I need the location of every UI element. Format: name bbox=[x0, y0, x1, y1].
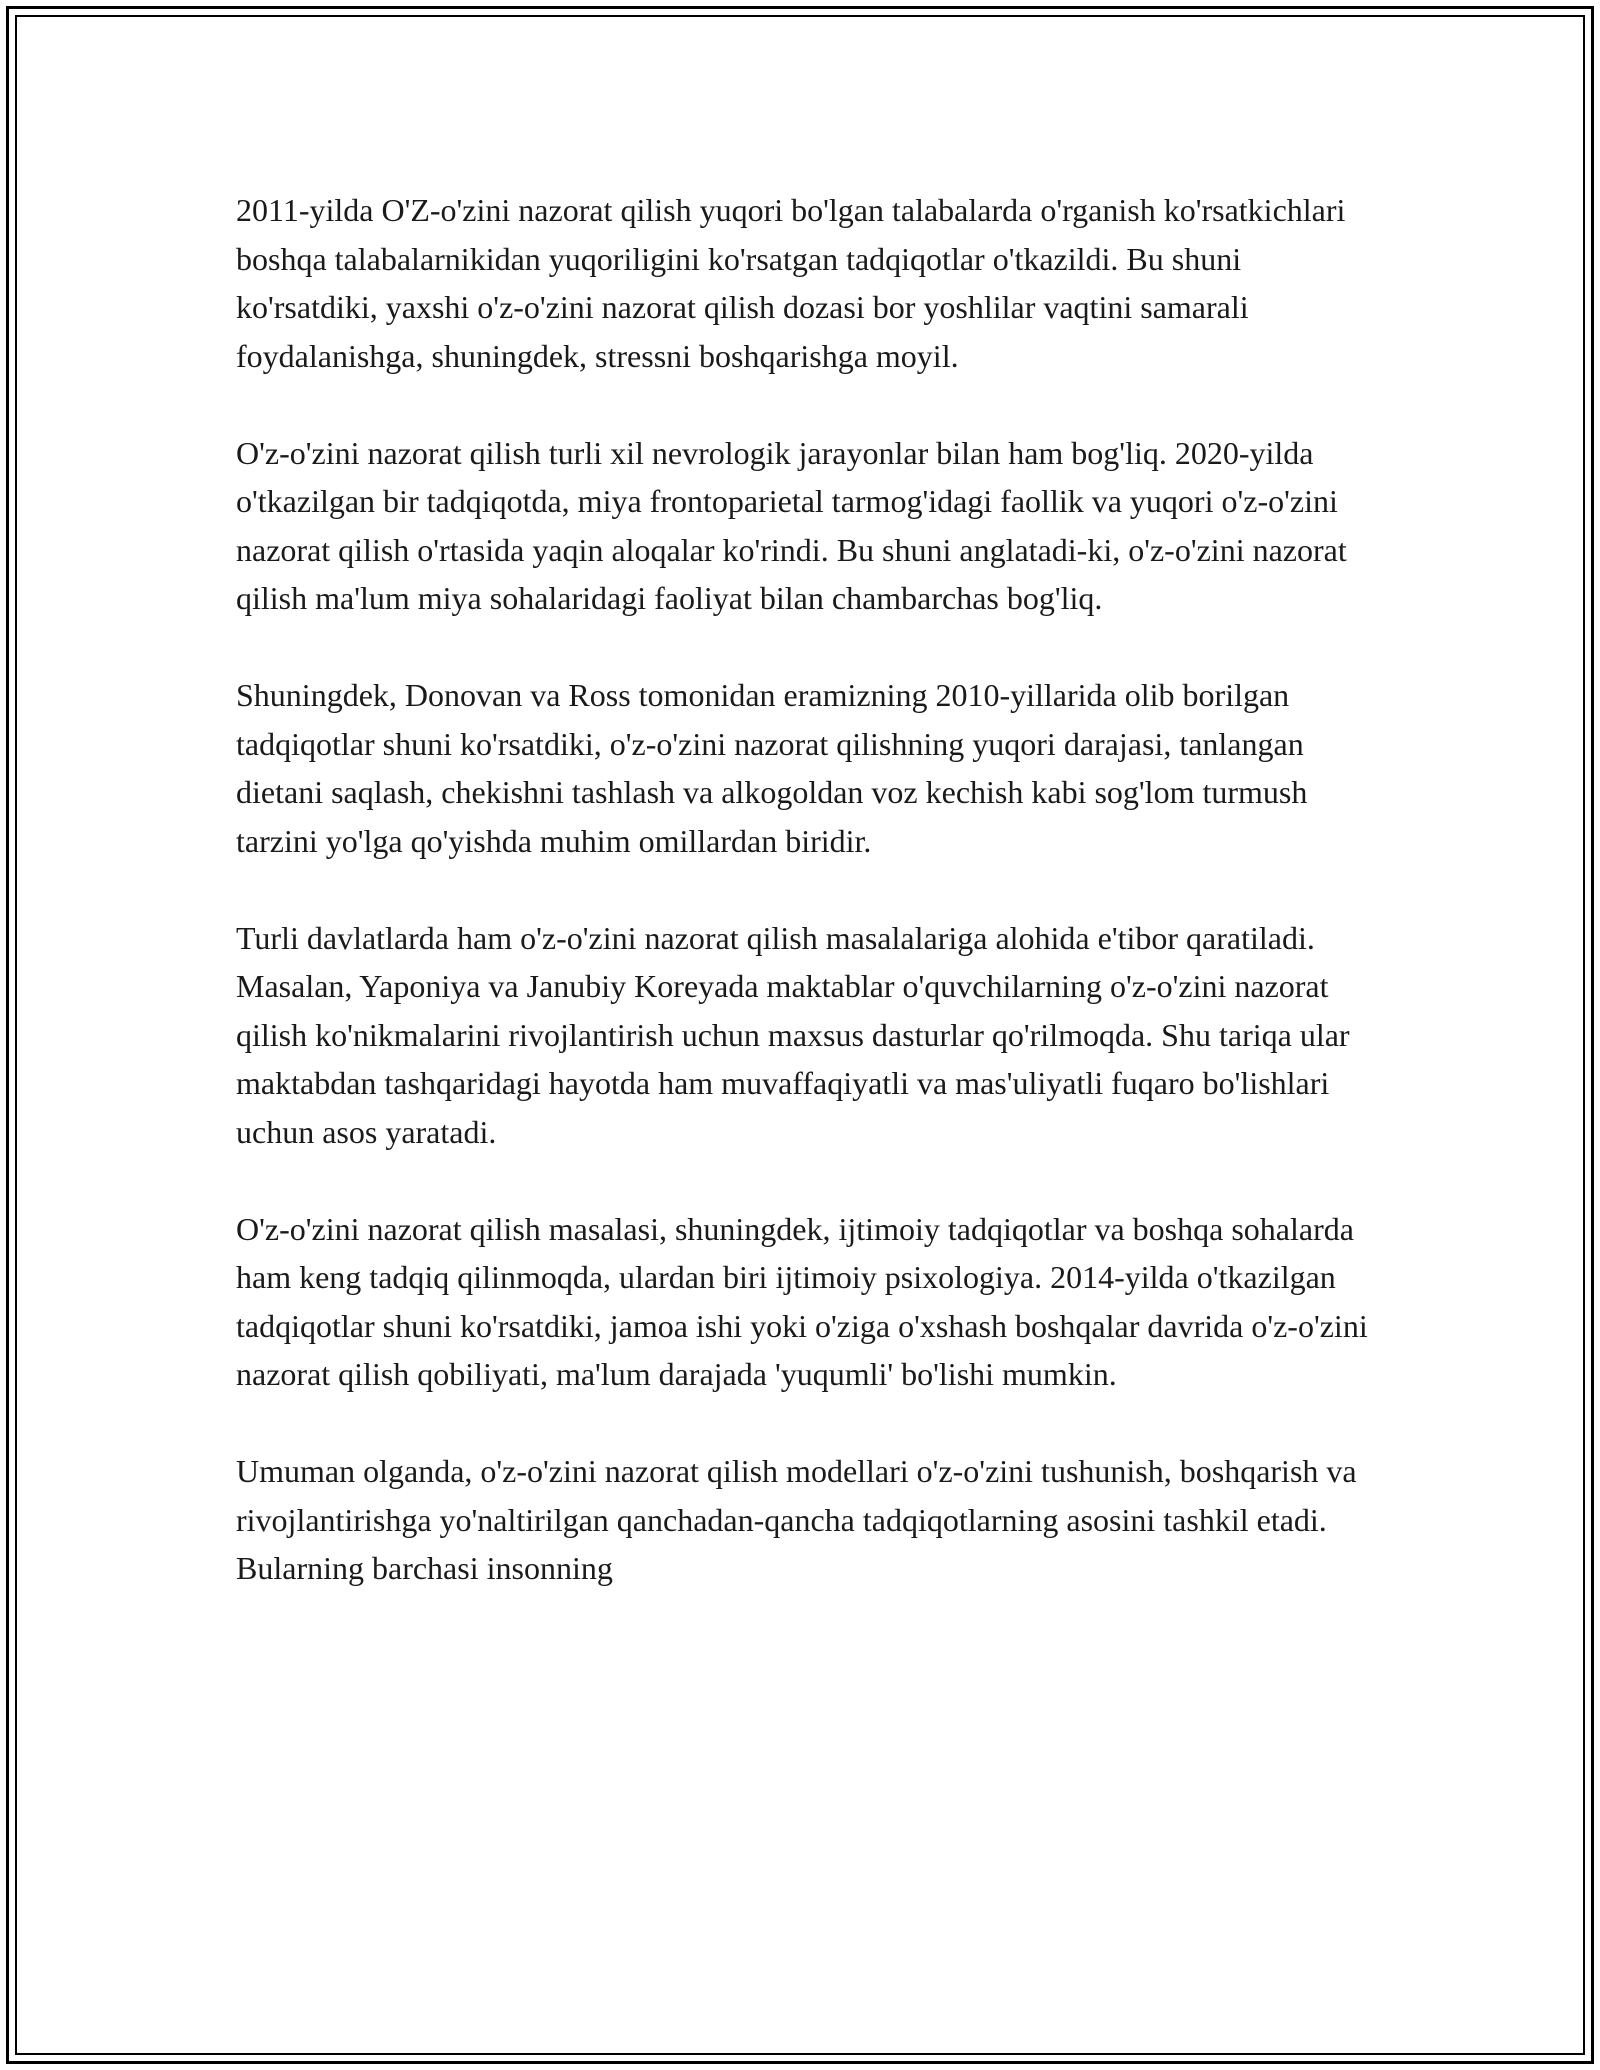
paragraph-6: Umuman olganda, o'z-o'zini nazorat qilish modellari o'z-o'zini tushunish, boshqarish va rivojlantirishga yo'naltirilgan qanchadan-qancha tadqiqotlarning asosini tashkil etadi. Bularning barchasi insonning bbox=[236, 1453, 1357, 1586]
paragraph-3: Shuningdek, Donovan va Ross tomonidan eramizning 2010-yillarida olib borilgan tadqiqotlar shuni ko'rsatdiki, o'z-o'zini nazorat qilishning yuqori darajasi, tanlangan dietani saqlash, chekishni tashlash va alkogoldan voz kechish kabi sog'lom turmush tarzini yo'lga qo'yishda muhim omillardan biridir. bbox=[236, 677, 1308, 859]
document-body bbox=[236, 186, 1386, 1593]
paragraph-1: 2011-yilda O'Z-o'zini nazorat qilish yuqori bo'lgan talabalarda o'rganish ko'rsatkichlari boshqa talabalarnikidan yuqoriligini ko'rsatgan tadqiqotlar o'tkazildi. Bu shuni ko'rsatdiki, yaxshi o'z-o'zini nazorat qilish dozasi bor yoshlilar vaqtini samarali foydalanishga, shuningdek, stressni boshqarishga moyil. bbox=[236, 192, 1346, 374]
paragraph-4: Turli davlatlarda ham o'z-o'zini nazorat qilish masalalariga alohida e'tibor qaratiladi. Masalan, Yaponiya va Janubiy Koreyada maktablar o'quvchilarning o'z-o'zini nazorat qilish ko'nikmalarini rivojlantirish uchun maxsus dasturlar qo'rilmoqda. Shu tariqa ular maktabdan tashqaridagi hayotda ham muvaffaqiyatli va mas'uliyatli fuqaro bo'lishlari uchun asos yaratadi. bbox=[236, 919, 1350, 1150]
paragraph-5: O'z-o'zini nazorat qilish masalasi, shuningdek, ijtimoiy tadqiqotlar va boshqa sohalarda ham keng tadqiq qilinmoqda, ulardan biri ijtimoiy psixologiya. 2014-yilda o'tkazilgan tadqiqotlar shuni ko'rsatdiki, jamoa ishi yoki o'ziga o'xshash boshqalar davrida o'z-o'zini nazorat qilish qobiliyati, ma'lum darajada 'yuqumli' bo'lishi mumkin. bbox=[236, 1210, 1368, 1392]
paragraph-2: O'z-o'zini nazorat qilish turli xil nevrologik jarayonlar bilan ham bog'liq. 2020-yilda o'tkazilgan bir tadqiqotda, miya frontoparietal tarmog'idagi faollik va yuqori o'z-o'zini nazorat qilish o'rtasida yaqin aloqalar ko'rindi. Bu shuni anglatadi-ki, o'z-o'zini nazorat qilish ma'lum miya sohalaridagi faoliyat bilan chambarchas bog'liq. bbox=[236, 434, 1347, 616]
